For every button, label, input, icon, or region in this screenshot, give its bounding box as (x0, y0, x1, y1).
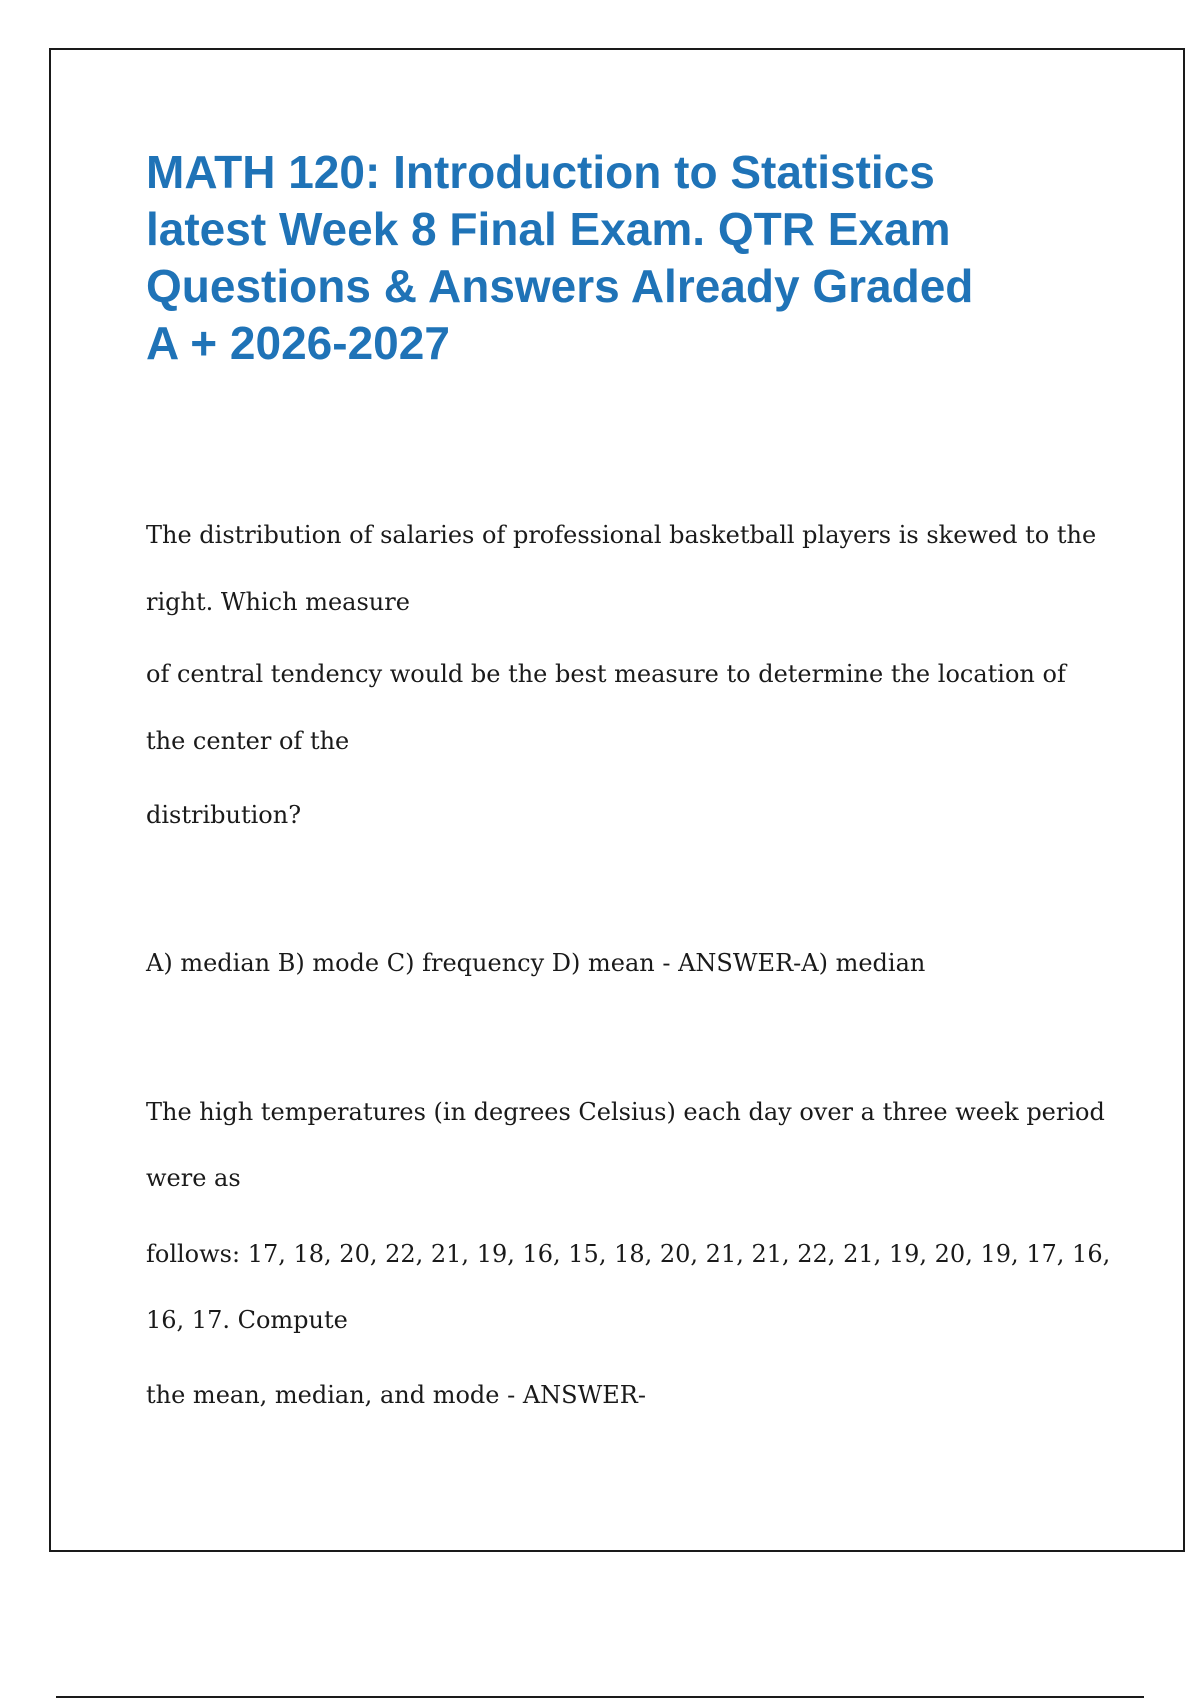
question-1-line: of central tendency would be the best measure to determine the location of (146, 660, 1066, 688)
question-2-line: follows: 17, 18, 20, 22, 21, 19, 16, 15, 18, 20, 21, 21, 22, 21, 19, 20, 19, 17, 16, (146, 1240, 1111, 1268)
title-line: Questions & Answers Already Graded (146, 260, 974, 312)
question-2-line: the mean, median, and mode - ANSWER- (146, 1381, 646, 1409)
footer-rule (56, 1696, 1144, 1698)
question-2-line: 16, 17. Compute (146, 1306, 348, 1334)
question-1-choices-answer: A) median B) mode C) frequency D) mean - ANSWER-A) median (146, 949, 926, 977)
question-2-line: The high temperatures (in degrees Celsius) each day over a three week period (146, 1098, 1105, 1126)
document-title (146, 144, 1066, 372)
question-1-line: distribution? (146, 801, 302, 829)
title-line: A + 2026-2027 (146, 317, 450, 369)
question-2-line: were as (146, 1164, 241, 1192)
title-line: MATH 120: Introduction to Statistics (146, 146, 935, 198)
question-1-line: the center of the (146, 727, 350, 755)
title-line: latest Week 8 Final Exam. QTR Exam (146, 203, 951, 255)
question-1-line: The distribution of salaries of professional basketball players is skewed to the (146, 521, 1097, 549)
question-1-line: right. Which measure (146, 588, 410, 616)
